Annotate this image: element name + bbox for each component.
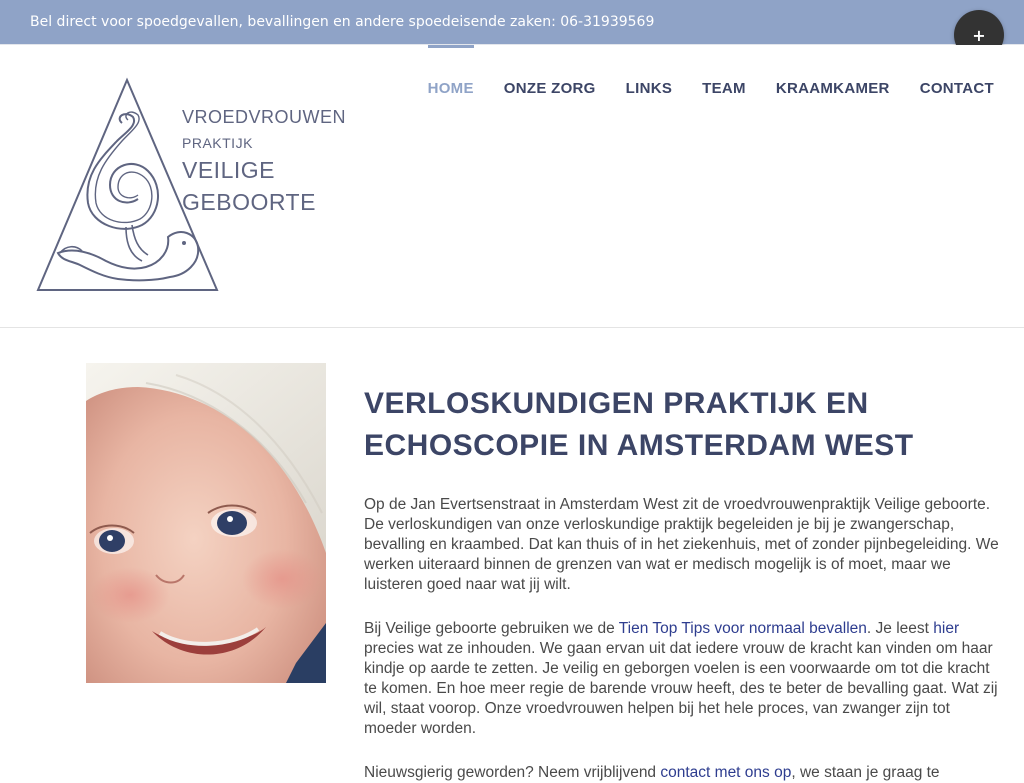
emergency-topbar	[0, 0, 1024, 44]
site-logo[interactable]	[30, 75, 347, 295]
paragraph-text: . Je leest	[866, 620, 934, 637]
logo-text-line4: GEBOORTE	[182, 189, 316, 215]
logo-text-line3: VEILIGE	[182, 157, 275, 183]
nav-item-links[interactable]: LINKS	[625, 80, 673, 97]
intro-article	[364, 383, 1004, 783]
paragraph-text: , we staan je graag te	[791, 764, 940, 781]
intro-paragraph-1: Op de Jan Evertsenstraat in Amsterdam West zit de vroedvrouwenpraktijk Veilige geboorte. De verloskundigen van onze verloskundige praktijk begeleiden je bij je zwangerschap, bevalling en kraambed. Dat kan thuis of in het ziekenhuis, met of zonder pijnbegeleiding. We werken uiteraard binnen de grenzen van wat er medisch mogelijk is of moet, maar we luisteren goed naar wat jij wilt.	[364, 496, 999, 593]
nav-item-contact[interactable]: CONTACT	[919, 80, 994, 97]
main-nav	[398, 45, 994, 145]
main-content	[0, 328, 1024, 781]
paragraph-text: Bij Veilige geboorte gebruiken we de	[364, 620, 619, 637]
emergency-text: Bel direct voor spoedgevallen, bevallingen en andere spoedeisende zaken: 06-31939569	[30, 14, 655, 30]
hier-link[interactable]: hier	[933, 620, 960, 637]
baby-photo-image	[86, 363, 326, 683]
plus-icon: +	[972, 25, 986, 45]
tien-top-tips-link[interactable]: Tien Top Tips voor normaal bevallen	[618, 620, 867, 637]
contact-link[interactable]: contact met ons op	[660, 764, 792, 781]
paragraph-text: Nieuwsgierig geworden? Neem vrijblijvend	[364, 764, 661, 781]
nav-item-team[interactable]: TEAM	[702, 80, 746, 97]
logo-text-line2: PRAKTIJK	[182, 135, 253, 151]
paragraph-text: precies wat ze inhouden. We gaan ervan uit dat iedere vrouw de kracht kan vinden om haar kindje op aarde te zetten. Je veilig en geborgen voelen is een voorwaarde om tot die kracht te komen. En hoe meer regie de barende vrouw heeft, des te beter de bevalling gaat. Wat zij wil, staat voorop. Onze vroedvrouwen helpen bij het hele proces, van zwanger zijn tot moeder worden.	[364, 640, 998, 737]
intro-paragraph-3	[364, 763, 1004, 783]
nav-item-onze-zorg[interactable]: ONZE ZORG	[503, 80, 596, 97]
site-header	[0, 45, 1024, 327]
logo-text-line1: VROEDVROUWEN	[182, 107, 347, 127]
nav-item-home[interactable]: HOME	[428, 45, 474, 145]
intro-paragraph-2	[364, 619, 1004, 739]
baby-photo	[86, 363, 326, 683]
nav-item-kraamkamer[interactable]: KRAAMKAMER	[775, 80, 890, 97]
page-title: VERLOSKUNDIGEN PRAKTIJK EN ECHOSCOPIE IN AMSTERDAM WEST	[364, 387, 914, 462]
